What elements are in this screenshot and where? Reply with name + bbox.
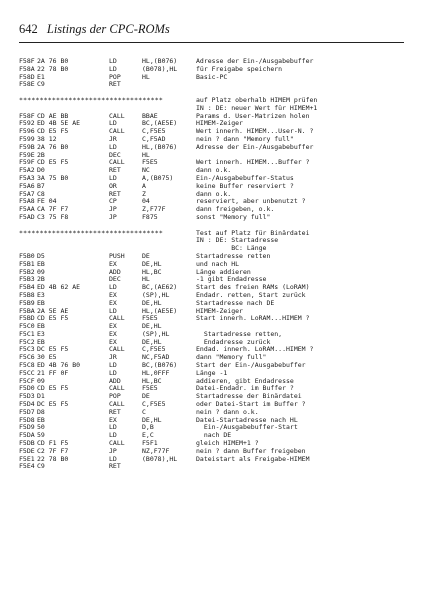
mnemonic: EX [109, 322, 117, 331]
operands: Z,F77F [142, 205, 166, 214]
opcode-bytes: D0 [37, 166, 45, 175]
comment: reserviert, aber unbenutzt ? [196, 197, 306, 206]
address: F5AA [19, 205, 35, 214]
operands: F5E5 [142, 158, 158, 167]
address: F5A2 [19, 166, 35, 175]
address: F5A6 [19, 181, 35, 190]
operands: Z [142, 189, 146, 198]
comment: Test auf Platz für Binärdatei [196, 228, 310, 237]
operands: (B078),HL [142, 454, 178, 463]
opcode-bytes: DC E5 F5 [37, 400, 69, 409]
opcode-bytes: 59 [37, 431, 45, 440]
operands: A,(B075) [142, 173, 174, 182]
opcode-bytes: 2A 76 B0 [37, 57, 69, 65]
address: F5B3 [19, 275, 35, 284]
mnemonic: EX [109, 259, 117, 268]
mnemonic: CALL [109, 400, 125, 409]
address: F5B0 [19, 251, 35, 260]
address: F59E [19, 150, 35, 159]
mnemonic: PUSH [109, 251, 125, 260]
mnemonic: CP [109, 197, 117, 206]
address: F5C6 [19, 353, 35, 362]
address: F5DE [19, 446, 35, 455]
opcode-bytes: CA 7F F7 [37, 205, 69, 214]
address: F592 [19, 119, 35, 128]
comment: Dateistart als Freigabe-HIMEM [196, 454, 310, 463]
address: F5C2 [19, 337, 35, 346]
header-rule [19, 42, 404, 43]
mnemonic: EX [109, 298, 117, 307]
comment: IN : DE: neuer Wert für HIMEM+1 [196, 103, 318, 112]
mnemonic: RET [109, 166, 121, 175]
opcode-bytes: D1 [37, 392, 45, 401]
opcode-bytes: 09 [37, 376, 45, 385]
operands: C,F5E5 [142, 127, 166, 136]
opcode-bytes: C8 [37, 189, 45, 198]
comment: Datei-Startadresse nach HL [196, 415, 298, 424]
operands: F875 [142, 212, 158, 221]
operands: 04 [142, 197, 150, 206]
mnemonic: LD [109, 431, 117, 440]
address: F58A [19, 64, 35, 73]
mnemonic: CALL [109, 111, 125, 120]
comment: für Freigabe speichern [196, 64, 283, 73]
address: F5D8 [19, 415, 35, 424]
comment: und nach HL [196, 259, 240, 268]
comment: IN : DE: Startadresse [196, 236, 279, 245]
opcode-bytes: 21 FF 0F [37, 368, 69, 377]
opcode-bytes: E1 [37, 72, 45, 81]
mnemonic: RET [109, 80, 121, 89]
separator-stars: *********************************** [19, 95, 163, 104]
operands: HL,BC [142, 267, 162, 276]
comment: nein ? dann "Memory full" [196, 134, 294, 143]
code-line [19, 463, 414, 471]
operands: HL,BC [142, 376, 162, 385]
operands: (SP),HL [142, 329, 170, 338]
address: F5DA [19, 431, 35, 440]
comment: Datei-Endadr. im Buffer ? [196, 384, 294, 393]
comment: HIMEM-Zeiger [196, 306, 243, 315]
mnemonic: LD [109, 57, 117, 65]
comment: addieren, gibt Endadresse [196, 376, 294, 385]
opcode-bytes: E3 [37, 329, 45, 338]
operands: HL,(B076) [142, 142, 178, 151]
address: F5B1 [19, 259, 35, 268]
opcode-bytes: 22 78 B0 [37, 454, 69, 463]
address: F59B [19, 142, 35, 151]
address: F5C1 [19, 329, 35, 338]
code-line [19, 214, 414, 222]
mnemonic: OR [109, 181, 117, 190]
operands: DE,HL [142, 298, 162, 307]
mnemonic: LD [109, 361, 117, 370]
operands: F5E5 [142, 384, 158, 393]
code-line [19, 456, 414, 464]
comment: dann o.k. [196, 166, 232, 175]
comment: nein ? dann Buffer freigeben [196, 446, 306, 455]
mnemonic: LD [109, 423, 117, 432]
operands: E,C [142, 431, 154, 440]
address: F5B8 [19, 290, 35, 299]
operands: F5F1 [142, 439, 158, 448]
code-line [19, 144, 414, 152]
comment: Startadresse retten, [196, 329, 283, 338]
opcode-bytes: C3 75 F8 [37, 212, 69, 221]
comment: Ein-/Ausgabebuffer-Status [196, 173, 294, 182]
opcode-bytes: EB [37, 259, 45, 268]
mnemonic: JP [109, 212, 117, 221]
running-title: Listings der CPC-ROMs [46, 22, 170, 36]
comment: sonst "Memory full" [196, 212, 271, 221]
mnemonic: RET [109, 189, 121, 198]
mnemonic: RET [109, 462, 121, 471]
opcode-bytes: EB [37, 322, 45, 331]
mnemonic: RET [109, 407, 121, 416]
opcode-bytes: 30 E5 [37, 353, 57, 362]
address: F5A3 [19, 173, 35, 182]
opcode-bytes: CD E5 F5 [37, 314, 69, 323]
address: F599 [19, 134, 35, 143]
separator-stars: *********************************** [19, 228, 163, 237]
operands: F5E5 [142, 314, 158, 323]
comment: BC: Länge [196, 244, 267, 253]
address: F58E [19, 80, 35, 89]
mnemonic: CALL [109, 384, 125, 393]
address: F5A8 [19, 197, 35, 206]
mnemonic: POP [109, 72, 121, 81]
operands: DE,HL [142, 415, 162, 424]
comment: dann freigeben, o.k. [196, 205, 275, 214]
opcode-bytes: C9 [37, 462, 45, 471]
mnemonic: LD [109, 283, 117, 292]
address: F5C3 [19, 345, 35, 354]
comment: nein ? dann o.k. [196, 407, 259, 416]
mnemonic: LD [109, 454, 117, 463]
operands: BC,(B076) [142, 361, 178, 370]
mnemonic: CALL [109, 345, 125, 354]
opcode-bytes: CD AE BB [37, 111, 69, 120]
mnemonic: EX [109, 415, 117, 424]
comment: Endadr. retten, Start zurück [196, 290, 306, 299]
comment: dann o.k. [196, 189, 232, 198]
address: F5CF [19, 376, 35, 385]
page-number: 642 [19, 22, 38, 36]
comment: nach DE [196, 431, 232, 440]
comment: Länge addieren [196, 267, 251, 276]
comment: gleich HIMEM+1 ? [196, 439, 259, 448]
opcode-bytes: EB [37, 337, 45, 346]
mnemonic: ADD [109, 376, 121, 385]
comment: Wert innerh. HIMEM...Buffer ? [196, 158, 310, 167]
operands: DE,HL [142, 259, 162, 268]
mnemonic: LD [109, 119, 117, 128]
mnemonic: LD [109, 368, 117, 377]
opcode-bytes: FE 04 [37, 197, 57, 206]
opcode-bytes: CD F1 F5 [37, 439, 69, 448]
opcode-bytes: EB [37, 298, 45, 307]
mnemonic: CALL [109, 314, 125, 323]
operands: HL,0FFF [142, 368, 170, 377]
address: F5AD [19, 212, 35, 221]
mnemonic: LD [109, 306, 117, 315]
opcode-bytes: C2 7F F7 [37, 446, 69, 455]
operands: HL,(AE5E) [142, 306, 178, 315]
opcode-bytes: 38 12 [37, 134, 57, 143]
mnemonic: JR [109, 353, 117, 362]
address: F5B9 [19, 298, 35, 307]
address: F5D7 [19, 407, 35, 416]
operands: HL [142, 72, 150, 81]
address: F5D0 [19, 384, 35, 393]
comment: Startadresse nach DE [196, 298, 275, 307]
comment: Adresse der Ein-/Ausgabebuffer [196, 57, 314, 65]
operands: DE [142, 392, 150, 401]
comment: auf Platz oberhalb HIMEM prüfen [196, 95, 318, 104]
comment: Start innerh. LoRAM...HIMEM ? [196, 314, 310, 323]
operands: HL [142, 275, 150, 284]
address: F5CC [19, 368, 35, 377]
address: F5DB [19, 439, 35, 448]
comment: Start der Ein-/Ausgabebuffer [196, 361, 306, 370]
mnemonic: JP [109, 446, 117, 455]
mnemonic: ADD [109, 267, 121, 276]
mnemonic: CALL [109, 158, 125, 167]
comment: Endad. innerh. LoRAM...HIMEM ? [196, 345, 314, 354]
address: F5D9 [19, 423, 35, 432]
operands: BC,(AE62) [142, 283, 178, 292]
code-line [19, 74, 414, 82]
address: F5E1 [19, 454, 35, 463]
code-line [19, 315, 414, 323]
mnemonic: CALL [109, 439, 125, 448]
comment: Startadresse retten [196, 251, 271, 260]
opcode-bytes: C9 [37, 80, 45, 89]
operands: BC,(AE5E) [142, 119, 178, 128]
address: F5C8 [19, 361, 35, 370]
opcode-bytes: 2B [37, 150, 45, 159]
opcode-bytes: EB [37, 415, 45, 424]
operands: C,F5AD [142, 134, 166, 143]
operands: DE,HL [142, 322, 162, 331]
opcode-bytes: D8 [37, 407, 45, 416]
mnemonic: EX [109, 290, 117, 299]
opcode-bytes: DC E5 F5 [37, 345, 69, 354]
mnemonic: EX [109, 329, 117, 338]
mnemonic: JR [109, 134, 117, 143]
mnemonic: EX [109, 337, 117, 346]
code-line [19, 81, 414, 89]
operands: BBAE [142, 111, 158, 120]
page-header [19, 22, 409, 36]
operands: C,F5E5 [142, 400, 166, 409]
operands: C [142, 407, 146, 416]
comment: dann "Memory full" [196, 353, 267, 362]
address: F58F [19, 111, 35, 120]
opcode-bytes: 50 [37, 423, 45, 432]
comment: Länge -1 [196, 368, 228, 377]
comment: HIMEM-Zeiger [196, 119, 243, 128]
mnemonic: DEC [109, 150, 121, 159]
address: F5D3 [19, 392, 35, 401]
comment: oder Datei-Start im Buffer ? [196, 400, 306, 409]
operands: DE,HL [142, 337, 162, 346]
opcode-bytes: ED 4B 5E AE [37, 119, 81, 128]
address: F58F [19, 57, 35, 65]
opcode-bytes: E3 [37, 290, 45, 299]
comment: Endadresse zurück [196, 337, 271, 346]
opcode-bytes: 22 78 B0 [37, 64, 69, 73]
comment: Wert innerh. HIMEM...User-N. ? [196, 127, 314, 136]
operands: C,F5E5 [142, 345, 166, 354]
opcode-bytes: 2B [37, 275, 45, 284]
address: F5C0 [19, 322, 35, 331]
address: F5BA [19, 306, 35, 315]
opcode-bytes: ED 4B 62 AE [37, 283, 81, 292]
mnemonic: LD [109, 142, 117, 151]
opcode-bytes: 3A 75 B0 [37, 173, 69, 182]
opcode-bytes: D5 [37, 251, 45, 260]
operands: D,B [142, 423, 154, 432]
address: F59F [19, 158, 35, 167]
operands: A [142, 181, 146, 190]
mnemonic: JP [109, 205, 117, 214]
address: F5E4 [19, 462, 35, 471]
opcode-bytes: CD E5 F5 [37, 127, 69, 136]
mnemonic: LD [109, 173, 117, 182]
comment: keine Buffer reserviert ? [196, 181, 294, 190]
opcode-bytes: B7 [37, 181, 45, 190]
opcode-bytes: CD E5 F5 [37, 384, 69, 393]
operands: HL [142, 150, 150, 159]
address: F58D [19, 72, 35, 81]
mnemonic: POP [109, 392, 121, 401]
operands: (B078),HL [142, 64, 178, 73]
address: F5BD [19, 314, 35, 323]
address: F596 [19, 127, 35, 136]
comment: Ein-/Ausgabebuffer-Start [196, 423, 298, 432]
operands: (SP),HL [142, 290, 170, 299]
comment: Startadresse der Binärdatei [196, 392, 302, 401]
operands: NC [142, 166, 150, 175]
opcode-bytes: CD E5 F5 [37, 158, 69, 167]
comment: Basic-PC [196, 72, 228, 81]
operands: DE [142, 251, 150, 260]
mnemonic: LD [109, 64, 117, 73]
opcode-bytes: 09 [37, 267, 45, 276]
opcode-bytes: ED 4B 76 B0 [37, 361, 81, 370]
address: F5A7 [19, 189, 35, 198]
opcode-bytes: 2A 5E AE [37, 306, 69, 315]
comment: Adresse der Ein-/Ausgabebuffer [196, 142, 314, 151]
mnemonic: DEC [109, 275, 121, 284]
address: F5B4 [19, 283, 35, 292]
operands: HL,(B076) [142, 57, 178, 65]
comment: Start des freien RAMs (LoRAM) [196, 283, 310, 292]
assembly-listing [19, 58, 414, 471]
opcode-bytes: 2A 76 B0 [37, 142, 69, 151]
operands: NZ,F77F [142, 446, 170, 455]
address: F5B2 [19, 267, 35, 276]
operands: NC,F5AD [142, 353, 170, 362]
mnemonic: CALL [109, 127, 125, 136]
comment: Params d. User-Matrizen holen [196, 111, 310, 120]
comment: -1 gibt Endadresse [196, 275, 267, 284]
address: F5D4 [19, 400, 35, 409]
